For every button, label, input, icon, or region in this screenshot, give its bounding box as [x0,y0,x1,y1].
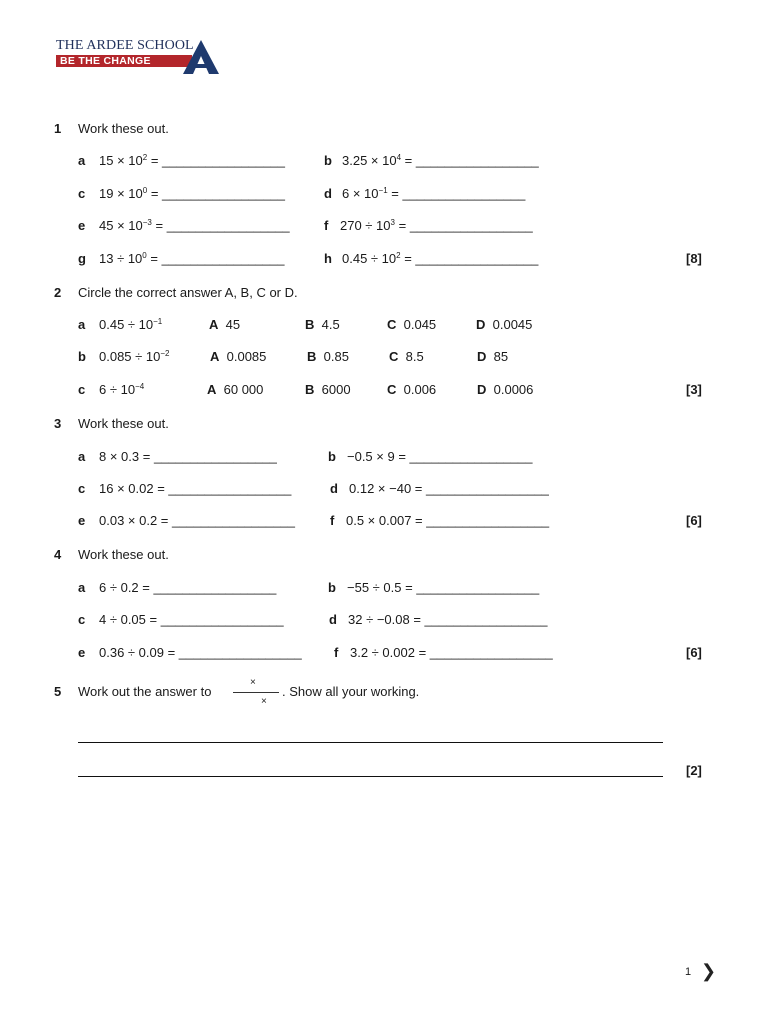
answer-blank[interactable]: _________________ [168,481,292,496]
q2-prompt: Circle the correct answer A, B, C or D. [78,285,298,300]
answer-blank[interactable]: _________________ [424,612,548,627]
q1a-label: a [78,153,86,168]
answer-blank[interactable]: _________________ [429,645,553,660]
q4-number: 4 [54,547,62,562]
q4a-label: a [78,580,86,595]
q1e-expr: $45 \times 10^{-3}$ = _________________ [99,218,290,233]
q1h-label: h [324,251,332,266]
q1-prompt: Work these out. [78,121,169,136]
q3c-label: c [78,481,86,496]
answer-blank[interactable]: _________________ [153,580,277,595]
school-logo [56,38,194,67]
q3b-expr: −0.5 × 9 = _________________ [347,449,533,464]
next-page-chevron-icon[interactable]: ❯ [701,961,717,981]
q1f-expr: $270 \div 10^3$ = _________________ [340,218,533,233]
answer-blank[interactable]: _________________ [161,251,285,266]
logo-a-mark [182,40,220,76]
q4f-label: f [334,645,339,660]
q2b-option-b[interactable]: B 0.85 [307,349,349,364]
q1a-expr: $15 \times 10^2$ = _________________ [99,153,285,168]
q2-number: 2 [54,285,62,300]
q4e-label: e [78,645,86,660]
q2b-expr: $0.085 \div 10^{-2}$ [99,349,170,364]
q2b-option-c[interactable]: C 8.5 [389,349,424,364]
answer-blank[interactable]: _________________ [426,481,549,496]
q2b-option-a[interactable]: A 0.0085 [210,349,267,364]
q5-prompt-start: Work out the answer to [78,684,212,699]
q4f-expr: 3.2 ÷ 0.002 = _________________ [350,645,553,660]
q1-marks: [8] [686,251,702,266]
answer-blank[interactable]: _________________ [162,153,285,168]
q5-number: 5 [54,684,62,699]
q1h-expr: $0.45 \div 10^2$ = _________________ [342,251,539,266]
q3f-label: f [330,513,335,528]
answer-blank[interactable]: _________________ [416,580,540,595]
q5-working-line-1[interactable] [78,742,663,743]
answer-blank[interactable]: _________________ [160,612,284,627]
q1f-label: f [324,218,329,233]
q2-marks: [3] [686,382,702,397]
q2c-option-d[interactable]: D 0.0006 [477,382,534,397]
q2a-option-b[interactable]: B 4.5 [305,317,340,332]
q1c-label: c [78,186,86,201]
q5-fraction-bar [233,692,279,693]
q3-number: 3 [54,416,62,431]
q4e-expr: 0.36 ÷ 0.09 = _________________ [99,645,302,660]
q3d-label: d [330,481,338,496]
q1d-label: d [324,186,332,201]
q4d-expr: 32 ÷ −0.08 = _________________ [348,612,548,627]
answer-blank[interactable]: _________________ [402,186,526,201]
school-name: THE ARDEE SCHOOL [56,38,194,53]
answer-blank[interactable]: _________________ [172,513,295,528]
q4-prompt: Work these out. [78,547,169,562]
q4c-label: c [78,612,86,627]
answer-blank[interactable]: _________________ [153,449,277,464]
q4a-expr: 6 ÷ 0.2 = _________________ [99,580,277,595]
q1-number: 1 [54,121,62,136]
q4d-label: d [329,612,337,627]
q3a-expr: 8 × 0.3 = _________________ [99,449,277,464]
answer-blank[interactable]: _________________ [409,449,533,464]
q5-prompt-end: . Show all your working. [282,684,420,699]
q2c-expr: $6 \div 10^{-4}$ [99,382,145,397]
q3-prompt: Work these out. [78,416,169,431]
q3f-expr: 0.5 × 0.007 = _________________ [346,513,550,528]
q2c-option-a[interactable]: A 60 000 [207,382,264,397]
answer-blank[interactable]: _________________ [415,153,539,168]
q2a-label: a [78,317,86,332]
q2a-option-c[interactable]: C 0.045 [387,317,437,332]
q5-fraction-denominator: × [261,696,267,707]
q5-marks: [2] [686,763,702,778]
q3b-label: b [328,449,336,464]
q1b-label: b [324,153,332,168]
answer-blank[interactable]: _________________ [162,186,285,201]
q5-fraction-numerator: × [250,677,256,688]
answer-blank[interactable]: _________________ [178,645,302,660]
q2c-option-b[interactable]: B 6000 [305,382,351,397]
q1g-expr: $13 \div 10^0$ = _________________ [99,251,285,266]
q2b-option-d[interactable]: D 85 [477,349,509,364]
q4b-label: b [328,580,336,595]
page-number: 1 [685,966,692,978]
answer-blank[interactable]: _________________ [166,218,290,233]
q1d-expr: $6 \times 10^{-1}$ = _________________ [342,186,526,201]
answer-blank[interactable]: _________________ [415,251,539,266]
q3d-expr: 0.12 × −40 = _________________ [349,481,549,496]
q2a-option-a[interactable]: A 45 [209,317,241,332]
q1c-expr: $19 \times 10^0$ = _________________ [99,186,285,201]
q5-answer-line[interactable] [78,776,663,777]
q3e-label: e [78,513,86,528]
q3c-expr: 16 × 0.02 = _________________ [99,481,292,496]
q1g-label: g [78,251,86,266]
q2a-option-d[interactable]: D 0.0045 [476,317,533,332]
q4c-expr: 4 ÷ 0.05 = _________________ [99,612,284,627]
q2b-label: b [78,349,86,364]
q4-marks: [6] [686,645,702,660]
q4b-expr: −55 ÷ 0.5 = _________________ [347,580,540,595]
q3e-expr: 0.03 × 0.2 = _________________ [99,513,295,528]
answer-blank[interactable]: _________________ [409,218,533,233]
q2a-expr: $0.45 \div 10^{-1}$ [99,317,163,332]
q1e-label: e [78,218,86,233]
answer-blank[interactable]: _________________ [426,513,550,528]
q3a-label: a [78,449,86,464]
q2c-option-c[interactable]: C 0.006 [387,382,437,397]
school-tagline: BE THE CHANGE [56,55,192,67]
q1b-expr: $3.25 \times 10^4$ = _________________ [342,153,539,168]
q3-marks: [6] [686,513,702,528]
q2c-label: c [78,382,86,397]
